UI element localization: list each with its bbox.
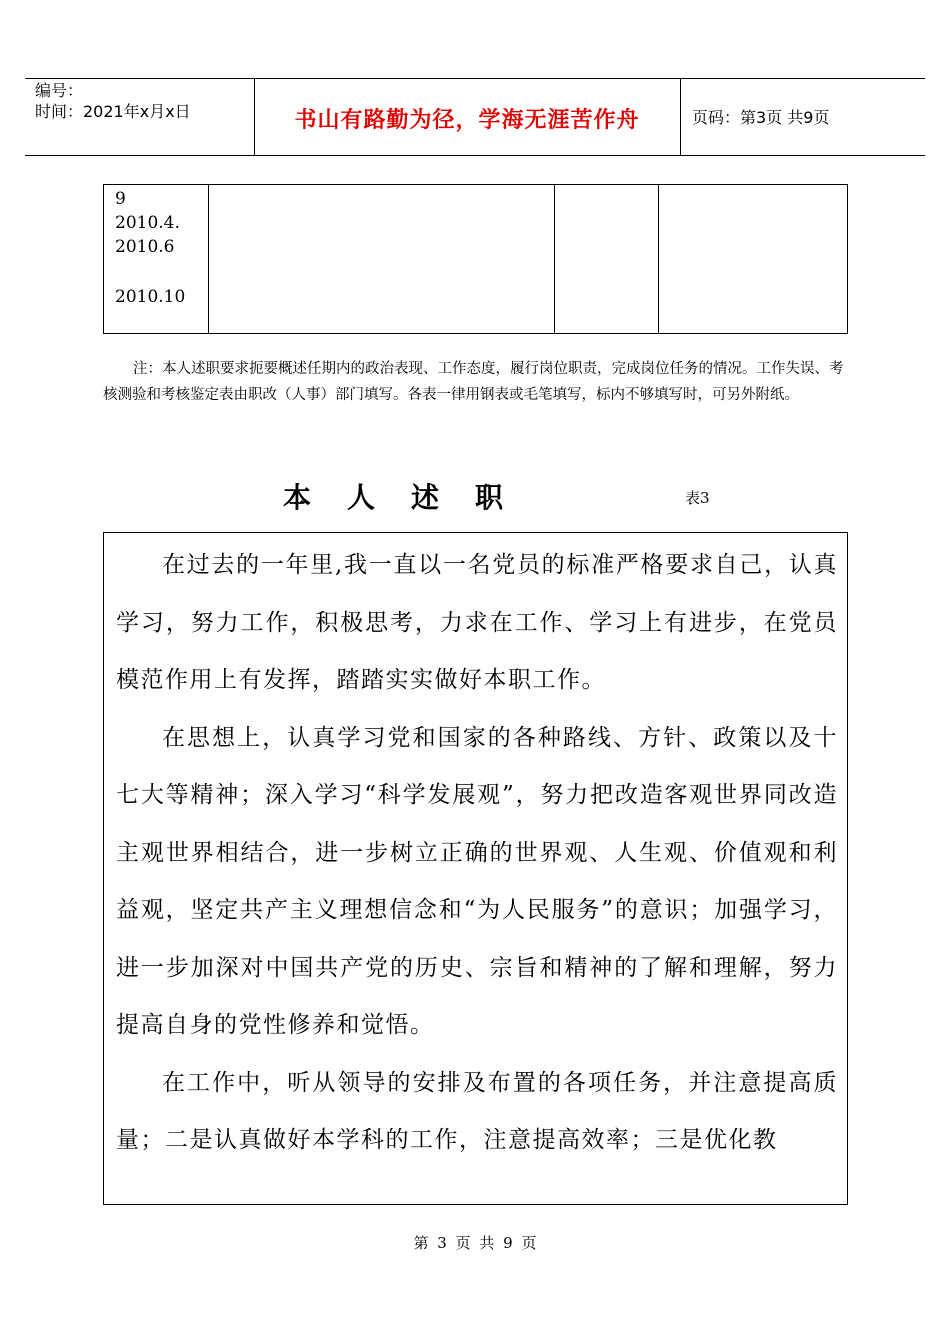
section-title: 本人述职 — [283, 481, 540, 514]
dates-table — [103, 184, 848, 334]
header-top-rule — [25, 78, 925, 79]
date-entry: 2010.4. — [115, 213, 180, 233]
date-entry: 2010.6 — [115, 237, 175, 257]
self-report-box — [103, 532, 848, 1205]
date-entry: 2010.10 — [115, 287, 186, 307]
header-page-info: 页码：第3页 共9页 — [692, 108, 830, 127]
dates-cell — [115, 187, 185, 309]
essay-paragraph: 在过去的一年里,我一直以一名党员的标准严格要求自己，认真学习，努力工作，积极思考，力求在工作、学习上有进步，在党员模范作用上有发挥，踏踏实实做好本职工作。 — [116, 552, 838, 693]
date-entry: 9 — [115, 189, 126, 209]
table-column-divider — [554, 185, 555, 333]
header-bottom-rule — [25, 155, 925, 156]
page-footer: 第 3 页 共 9 页 — [413, 1234, 537, 1252]
header-motto: 书山有路勤为径，学海无涯苦作舟 — [294, 108, 640, 133]
table-number: 表3 — [685, 489, 710, 507]
header-divider-right — [680, 78, 681, 155]
table-column-divider — [208, 185, 209, 333]
time-label: 时间：2021年x月x日 — [35, 102, 191, 121]
table-column-divider — [658, 185, 659, 333]
essay-paragraph: 在工作中，听从领导的安排及布置的各项任务，并注意提高质量；二是认真做好本学科的工作，注意提高效率；三是优化教 — [116, 1069, 838, 1153]
form-note: 注：本人述职要求扼要概述任期内的政治表现、工作态度，履行岗位职责，完成岗位任务的情况。工作失误、考核测验和考核鉴定表由职改（人事）部门填写。各表一律用钢表或毛笔填写，标内不够填写时，可另外附纸。 — [103, 361, 844, 403]
essay-paragraph: 在思想上，认真学习党和国家的各种路线、方针、政策以及十七大等精神；深入学习“科学发展观”，努力把改造客观世界同改造主观世界相结合，进一步树立正确的世界观、人生观、价值观和利益观，坚定共产主义理想信念和“为人民服务”的意识；加强学习，进一步加深对中国共产党的历史、宗旨和精神的了解和理解，努力提高自身的党性修养和觉悟。 — [116, 724, 838, 1038]
header-meta — [35, 80, 191, 122]
self-report-text — [116, 537, 838, 1170]
number-label: 编号： — [35, 81, 84, 100]
